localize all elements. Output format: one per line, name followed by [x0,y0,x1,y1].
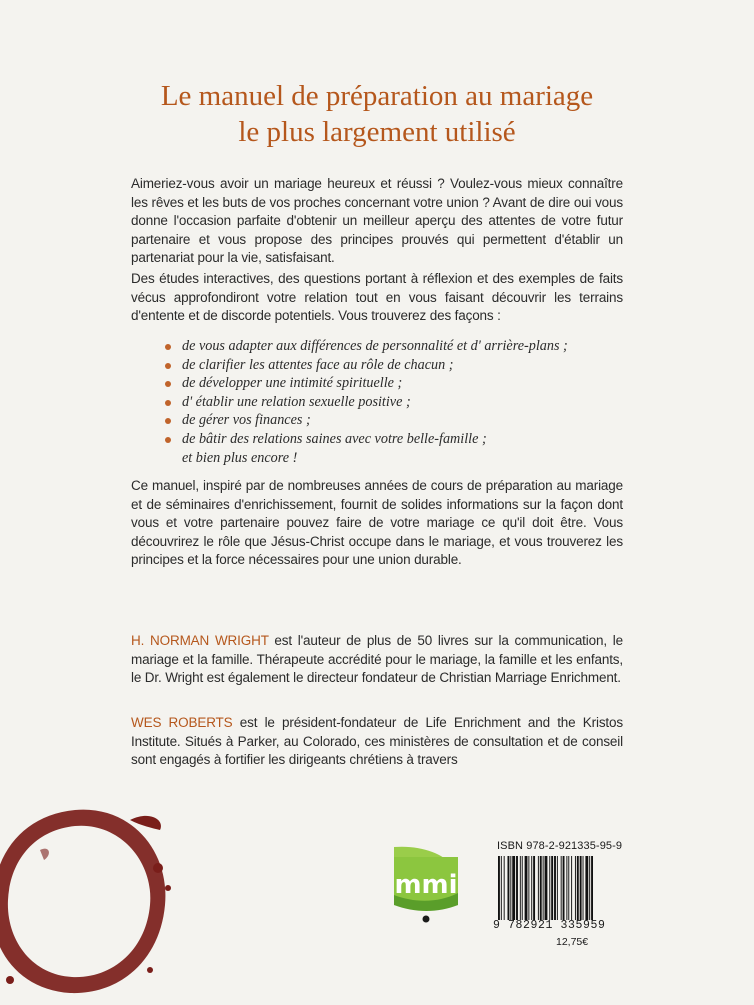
barcode-bar [554,856,556,920]
author-bio-roberts [131,714,623,770]
barcode-bar [522,856,523,920]
barcode-bar [563,856,565,920]
list-extra: et bien plus encore ! [182,449,298,466]
coffee-stain-icon [0,790,180,1005]
list-item: d' établir une relation sexuelle positive ; [162,393,622,412]
barcode [496,856,626,920]
list-item: de gérer vos finances ; [162,411,622,430]
isbn-label: ISBN 978-2-921335-95-9 [497,840,623,852]
barcode-bar [498,856,500,920]
features-list [162,337,622,467]
barcode-bar [589,856,590,920]
barcode-bar [568,856,569,920]
barcode-bar [538,856,539,920]
barcode-bar [566,856,567,920]
barcode-bar [525,856,528,920]
bullet-dot-icon [165,363,171,369]
leaf-logo-icon [390,843,462,923]
bullet-dot-icon [165,381,171,387]
barcode-bar [516,856,518,920]
barcode-digits: 9 782921 335959 [493,919,606,932]
bullet-dot-icon [165,437,171,443]
barcode-bar [577,856,579,920]
intro-paragraph: Aimeriez-vous avoir un mariage heureux et réussi ? Voulez-vous mieux connaître les rêves et les buts de vos proches concernant votre union ? Avant de dire oui vous donne l'occasion parfaite d'obtenir un meilleur aperçu des attentes de votre futur partenaire et vous propose des principes prouvés qui permettent d'établir un partenariat pour la vie, satisfaisant. [131,176,623,266]
barcode-bar [512,856,515,920]
barcode-bar [531,856,532,920]
list-item: de développer une intimité spirituelle ; [162,374,622,393]
barcode-bar [571,856,572,920]
manual-paragraph: Ce manuel, inspiré par de nombreuses années de cours de préparation au mariage et de séminaires d'enrichissement, fournit de solides informations sur la façon dont vous et votre partenaire pouvez faire de votre mariage ce qu'il doit être. Vous découvrirez le rôle que Jésus-Christ occupe dans le mariage, et vous trouverez les principes et la force nécessaires pour une union durable. [131,478,623,568]
publisher-logo [390,843,462,923]
bullet-dot-icon [165,400,171,406]
book-title [0,78,754,150]
author-name: H. NORMAN WRIGHT [131,633,269,648]
barcode-bar [504,856,505,920]
title-line-2: le plus largement utilisé [238,116,516,148]
barcode-bar [551,856,553,920]
barcode-bar [528,856,529,920]
author-name: WES ROBERTS [131,715,233,730]
price: 12,75€ [556,936,589,948]
studies-paragraph: Des études interactives, des questions portant à réflexion et des exemples de faits vécus approfondiront votre relation tout en vous faisant découvrir les terrains d'entente et de discorde potentiels. Vous trouverez des façons : [131,271,623,324]
barcode-bar [501,856,502,920]
author-bio: est l'auteur de plus de 50 livres sur la communication, le mariage et la famille. Thérapeute accrédité pour le mariage, la famille et les enfants, le Dr. Wright est également le directeur fondateur de Christian Marriage Enrichment. [131,633,623,686]
list-item: de bâtir des relations saines avec votre belle-famille ; [162,430,622,449]
barcode-bar [533,856,535,920]
barcode-bar [545,856,548,920]
bullet-dot-icon [165,418,171,424]
logo-text: mmi [394,870,458,900]
barcode-bar [540,856,542,920]
barcode-bar [575,856,576,920]
author-bio-wright [131,632,623,688]
list-item: de vous adapter aux différences de personnalité et d' arrière-plans ; [162,337,622,356]
title-line-1: Le manuel de préparation au mariage [160,80,594,112]
list-item: de clarifier les attentes face au rôle de chacun ; [162,356,622,375]
barcode-bar [520,856,521,920]
bullet-dot-icon [165,344,171,350]
barcode-bar [508,856,510,920]
barcode-bar [543,856,544,920]
barcode-bar [580,856,582,920]
barcode-bar [557,856,558,920]
barcode-bar [583,856,584,920]
author-bio: est le président-fondateur de Life Enrichment and the Kristos Institute. Situés à Parker, au Colorado, ces ministères de consultation et de conseil sont engagés à fortifier les dirigeants chrétiens à travers [131,715,623,768]
barcode-bar [510,856,511,920]
barcode-bar [591,856,593,920]
barcode-bar [585,856,588,920]
barcode-bar [561,856,562,920]
barcode-bar [549,856,550,920]
